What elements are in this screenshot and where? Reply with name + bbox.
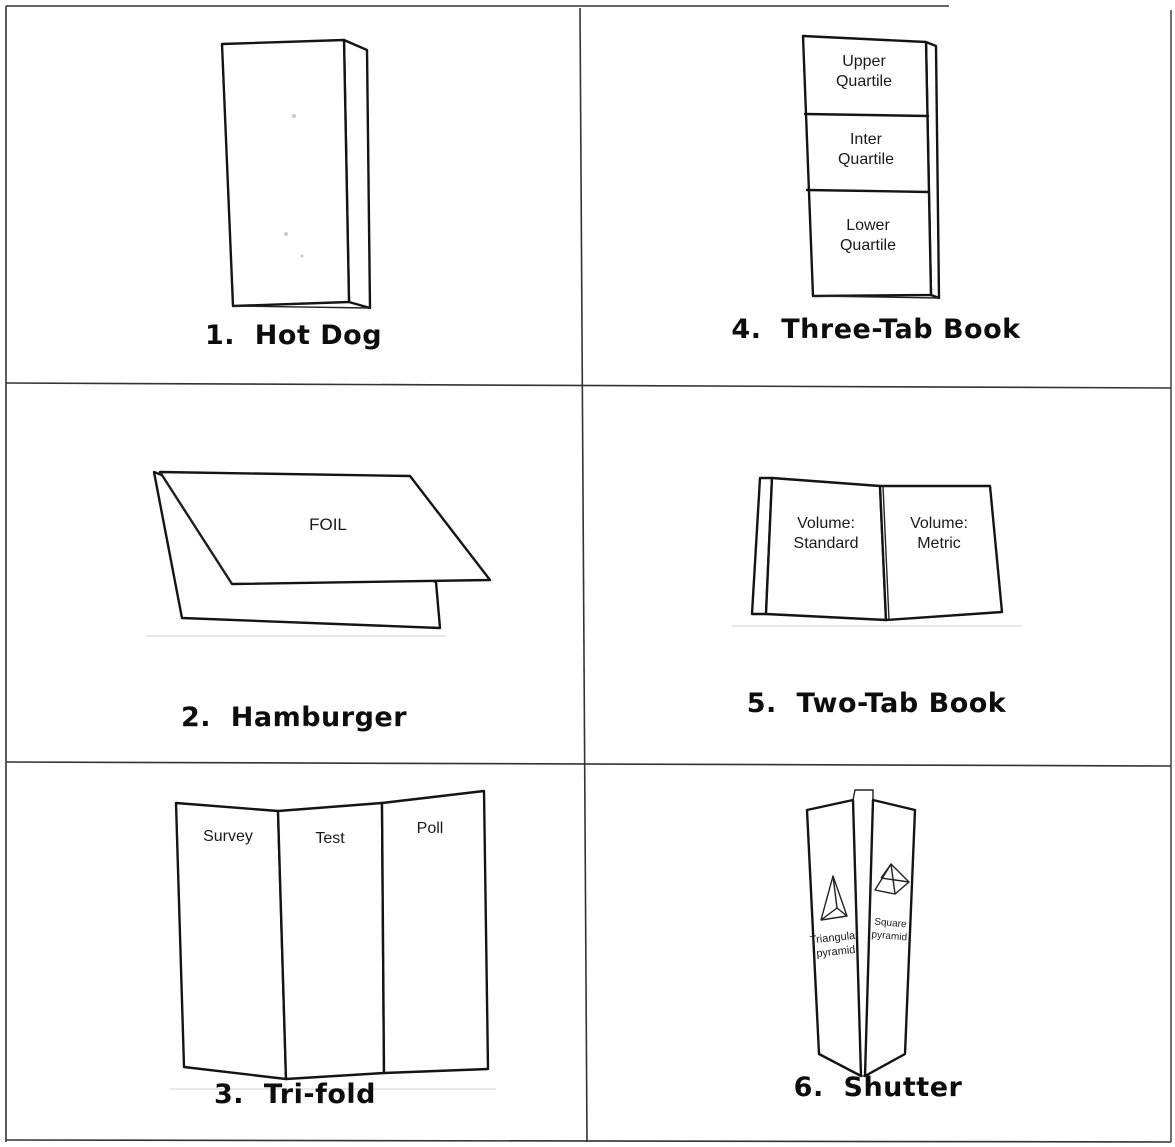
tab-lower-line1: Lower bbox=[846, 217, 890, 234]
tri-fold-panel-poll: Poll bbox=[416, 820, 444, 837]
hamburger-foil-label: FOIL bbox=[309, 515, 347, 534]
tri-fold-caption: 3. Tri-fold bbox=[214, 1079, 376, 1110]
tri-fold-panel-test: Test bbox=[315, 830, 345, 847]
shutter-right-line2: pyramid bbox=[871, 929, 908, 944]
cell-tri-fold bbox=[6, 763, 584, 1141]
tab-inter-line2: Quartile bbox=[837, 151, 895, 168]
three-tab-book-caption: 4. Three-Tab Book bbox=[731, 314, 1021, 345]
two-tab-left-line2: Standard bbox=[793, 535, 859, 552]
two-tab-book-caption: 5. Two-Tab Book bbox=[746, 688, 1007, 719]
tab-upper-line2: Quartile bbox=[835, 73, 893, 90]
cell-two-tab-book bbox=[582, 386, 1171, 766]
shutter-caption: 6. Shutter bbox=[793, 1072, 963, 1103]
cell-three-tab-book bbox=[581, 6, 1171, 386]
tab-upper-line1: Upper bbox=[842, 53, 886, 70]
tri-fold-panel-survey: Survey bbox=[203, 828, 253, 845]
shutter-left-line1: Triangular bbox=[809, 929, 860, 947]
tab-lower-line2: Quartile bbox=[839, 237, 897, 254]
cell-hot-dog bbox=[6, 6, 581, 384]
hot-dog-caption: 1. Hot Dog bbox=[204, 320, 383, 351]
shutter-left-line2: pyramid bbox=[815, 943, 856, 960]
two-tab-right-line2: Metric bbox=[917, 535, 961, 552]
hamburger-caption: 2. Hamburger bbox=[180, 702, 408, 733]
tab-inter-line1: Inter bbox=[849, 131, 883, 148]
two-tab-right-line1: Volume: bbox=[910, 515, 968, 532]
cell-shutter bbox=[585, 766, 1171, 1142]
two-tab-left-line1: Volume: bbox=[797, 515, 855, 532]
cell-hamburger bbox=[6, 384, 582, 764]
shutter-right-line1: Square bbox=[873, 916, 907, 931]
